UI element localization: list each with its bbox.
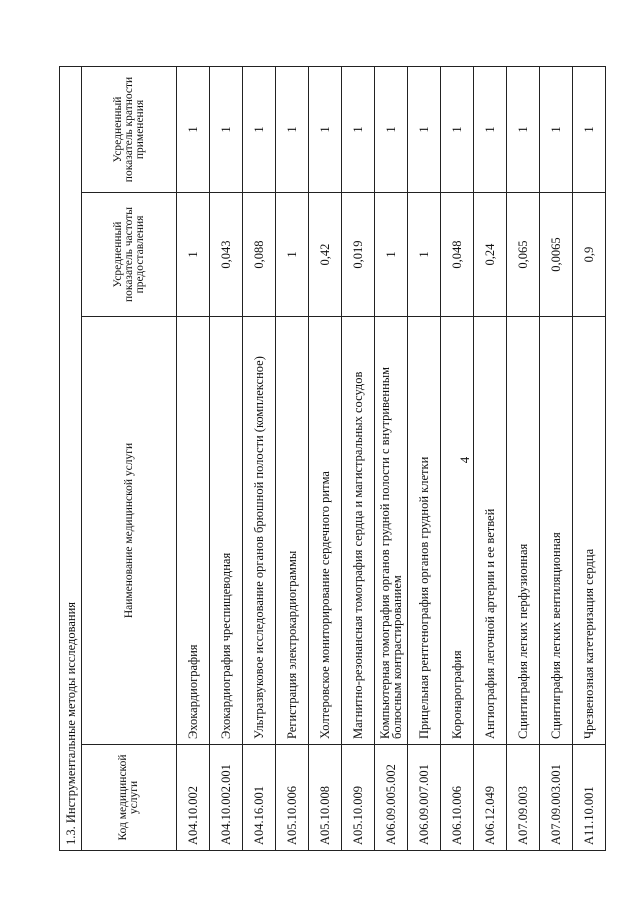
section-row [60, 66, 82, 850]
frequency-cell: 0,9 [573, 193, 606, 317]
name-cell: Ультразвуковое исследование органов брюшной полости (комплексное) [243, 317, 276, 745]
code-cell: A04.10.002 [177, 745, 210, 851]
frequency-cell: 0,019 [342, 193, 375, 317]
name-cell: Регистрация электрокардиограммы [276, 317, 309, 745]
header-multiplicity: Усредненный показатель кратности применения [82, 66, 177, 192]
code-cell: A05.10.009 [342, 745, 375, 851]
name-cell: Эхокардиография чреспищеводная [210, 317, 243, 745]
multiplicity-cell: 1 [375, 66, 408, 192]
code-cell: A07.09.003.001 [540, 745, 573, 851]
header-name: Наименование медицинской услуги [82, 317, 177, 745]
frequency-cell: 0,088 [243, 193, 276, 317]
name-cell: Компьютерная томография органов грудной полости с внутривенным болюсным контрастированием [375, 317, 408, 745]
multiplicity-cell: 1 [177, 66, 210, 192]
code-cell: A06.09.005.002 [375, 745, 408, 851]
name-cell: Сцинтиграфия легких перфузионная [507, 317, 540, 745]
name-cell: Прицельная рентгенография органов грудной клетки [408, 317, 441, 745]
name-cell: Эхокардиография [177, 317, 210, 745]
multiplicity-cell: 1 [474, 66, 507, 192]
frequency-cell: 0,048 [441, 193, 474, 317]
name-cell: Чрезвенозная катетеризация сердца [573, 317, 606, 745]
services-table [59, 66, 606, 851]
multiplicity-cell: 1 [309, 66, 342, 192]
name-cell: Холтеровское мониторирование сердечного ритма [309, 317, 342, 745]
multiplicity-cell: 1 [408, 66, 441, 192]
table-row [408, 66, 441, 850]
name-cell: Магнитно-резонансная томография сердца и магистральных сосудов [342, 317, 375, 745]
table-row [375, 66, 408, 850]
multiplicity-cell: 1 [342, 66, 375, 192]
name-cell: Коронарография [441, 317, 474, 745]
header-row [82, 66, 177, 850]
section-title: 1.3. Инструментальные методы исследования [60, 66, 82, 850]
multiplicity-cell: 1 [276, 66, 309, 192]
multiplicity-cell: 1 [243, 66, 276, 192]
code-cell: A04.16.001 [243, 745, 276, 851]
frequency-cell: 0,0065 [540, 193, 573, 317]
code-cell: A04.10.002.001 [210, 745, 243, 851]
table-row [441, 66, 474, 850]
name-cell: Ангиография легочной артерии и ее ветвей [474, 317, 507, 745]
table-row [276, 66, 309, 850]
table-row [573, 66, 606, 850]
code-cell: A05.10.008 [309, 745, 342, 851]
multiplicity-cell: 1 [573, 66, 606, 192]
table-row [210, 66, 243, 850]
frequency-cell: 0,065 [507, 193, 540, 317]
code-cell: A06.09.007.001 [408, 745, 441, 851]
page-number: 4 [457, 456, 472, 464]
header-frequency: Усредненный показатель частоты предоставления [82, 193, 177, 317]
rotated-table-container [59, 67, 596, 851]
frequency-cell: 0,42 [309, 193, 342, 317]
table-row [540, 66, 573, 850]
table-row [507, 66, 540, 850]
frequency-cell: 0,043 [210, 193, 243, 317]
frequency-cell: 0,24 [474, 193, 507, 317]
code-cell: A06.12.049 [474, 745, 507, 851]
multiplicity-cell: 1 [540, 66, 573, 192]
multiplicity-cell: 1 [507, 66, 540, 192]
table-row [309, 66, 342, 850]
frequency-cell: 1 [276, 193, 309, 317]
table-row [474, 66, 507, 850]
table-row [243, 66, 276, 850]
multiplicity-cell: 1 [210, 66, 243, 192]
frequency-cell: 1 [177, 193, 210, 317]
code-cell: A07.09.003 [507, 745, 540, 851]
table-row [342, 66, 375, 850]
code-cell: A06.10.006 [441, 745, 474, 851]
table-row [177, 66, 210, 850]
frequency-cell: 1 [375, 193, 408, 317]
name-cell: Сцинтиграфия легких вентиляционная [540, 317, 573, 745]
code-cell: A05.10.006 [276, 745, 309, 851]
header-code: Код медицинской услуги [82, 745, 177, 851]
code-cell: A11.10.001 [573, 745, 606, 851]
multiplicity-cell: 1 [441, 66, 474, 192]
frequency-cell: 1 [408, 193, 441, 317]
